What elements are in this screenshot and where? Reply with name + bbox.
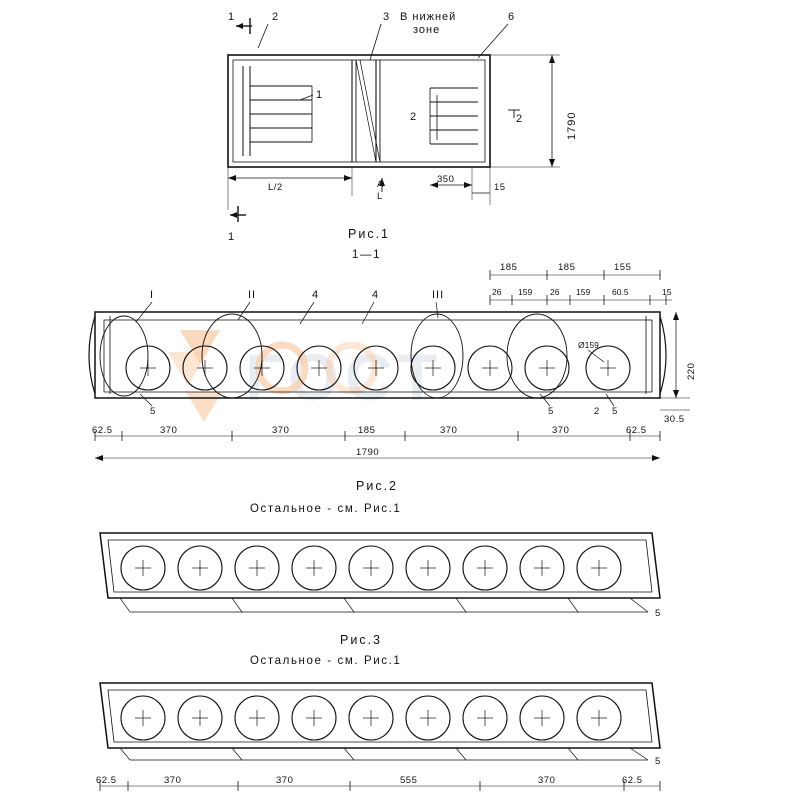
fig2-dim-185-b: 185	[558, 262, 576, 273]
fig2-mark-I: I	[150, 289, 155, 301]
figure-4	[96, 683, 661, 791]
fig2-note: Остальное - см. Рис.1	[250, 503, 402, 515]
fig1-section-title: 1—1	[352, 249, 382, 261]
fig4-dim-370-c: 370	[538, 775, 556, 786]
fig4-dim-555: 555	[400, 775, 418, 786]
fig2-dim-159-a: 159	[518, 287, 533, 297]
fig2-dim-370-c: 370	[440, 425, 458, 436]
fig2-dim-155: 155	[614, 262, 632, 273]
fig1-dim-1790: 1790	[566, 111, 578, 140]
fig1-note-line1: В нижней	[400, 11, 457, 23]
fig2-mark-2: 2	[594, 406, 600, 417]
fig2-dim-62-5-right: 62.5	[626, 425, 647, 436]
fig2-caption: Рис.2	[356, 479, 398, 493]
watermark	[168, 330, 443, 422]
fig2-bottom-dims	[92, 425, 660, 461]
figure-3	[100, 533, 661, 667]
fig2-dim-370-d: 370	[552, 425, 570, 436]
fig2-dim-370-b: 370	[272, 425, 290, 436]
fig4-dim-62-5-right: 62.5	[622, 775, 643, 786]
fig2-dim-159-b: 159	[576, 287, 591, 297]
fig1-mark-2-right: 2	[516, 113, 524, 125]
watermark-text: ГОСТ	[245, 340, 444, 414]
fig2-dim-total-1790: 1790	[356, 447, 380, 458]
fig1-section-mark-top: 1	[228, 11, 236, 23]
fig2-mark-5-c: 5	[612, 406, 618, 417]
fig4-mark-5: 5	[655, 756, 661, 767]
fig2-mark-II: II	[248, 289, 257, 301]
fig2-mark-III: III	[432, 289, 445, 301]
fig3-voids	[121, 546, 621, 590]
fig1-mark-6: 6	[508, 11, 516, 23]
fig2-mark-5-b: 5	[548, 406, 554, 417]
fig2-top-dims	[490, 262, 672, 305]
fig1-dim-350: 350	[437, 174, 455, 185]
fig2-mark-4-a: 4	[312, 289, 320, 301]
fig1-mark-A: A	[377, 179, 384, 190]
fig1-section-mark-bottom: 1	[228, 231, 236, 243]
fig4-dim-62-5-left: 62.5	[96, 775, 117, 786]
fig4-bottom-dims	[96, 775, 660, 791]
fig3-note: Остальное - см. Рис.1	[250, 655, 402, 667]
fig2-dim-15: 15	[662, 287, 672, 297]
fig2-mark-4-b: 4	[372, 289, 380, 301]
figure-1	[228, 11, 578, 261]
fig3-caption: Рис.3	[340, 633, 382, 647]
fig2-dim-185-a: 185	[500, 262, 518, 273]
fig4-dim-370-b: 370	[276, 775, 294, 786]
fig2-hole-diameter: Ø159	[578, 340, 599, 350]
fig1-mark-2-inner: 2	[410, 111, 418, 123]
fig2-dim-26-b: 26	[550, 287, 560, 297]
fig1-caption: Рис.1	[348, 227, 390, 241]
fig4-dim-370-a: 370	[164, 775, 182, 786]
fig2-dim-26-a: 26	[492, 287, 502, 297]
fig1-mark-1-inner: 1	[316, 89, 324, 101]
fig2-dim-220: 220	[686, 362, 697, 380]
fig1-mark-2-top: 2	[272, 11, 280, 23]
fig3-mark-5: 5	[655, 608, 661, 619]
fig1-dim-half-length: L/2	[268, 182, 283, 193]
fig2-dim-370-a: 370	[160, 425, 178, 436]
fig1-dim-15: 15	[494, 182, 506, 193]
fig2-dim-62-5-left: 62.5	[92, 425, 113, 436]
fig1-note-line2: зоне	[413, 24, 441, 36]
fig2-mark-5-a: 5	[150, 406, 156, 417]
fig2-dim-60-5: 60.5	[612, 287, 629, 297]
fig1-mark-3: 3	[383, 11, 391, 23]
fig1-mark-L: L	[377, 191, 383, 202]
fig4-voids	[121, 696, 621, 740]
fig2-dim-185: 185	[358, 425, 376, 436]
fig2-dim-30-5: 30.5	[664, 414, 685, 425]
